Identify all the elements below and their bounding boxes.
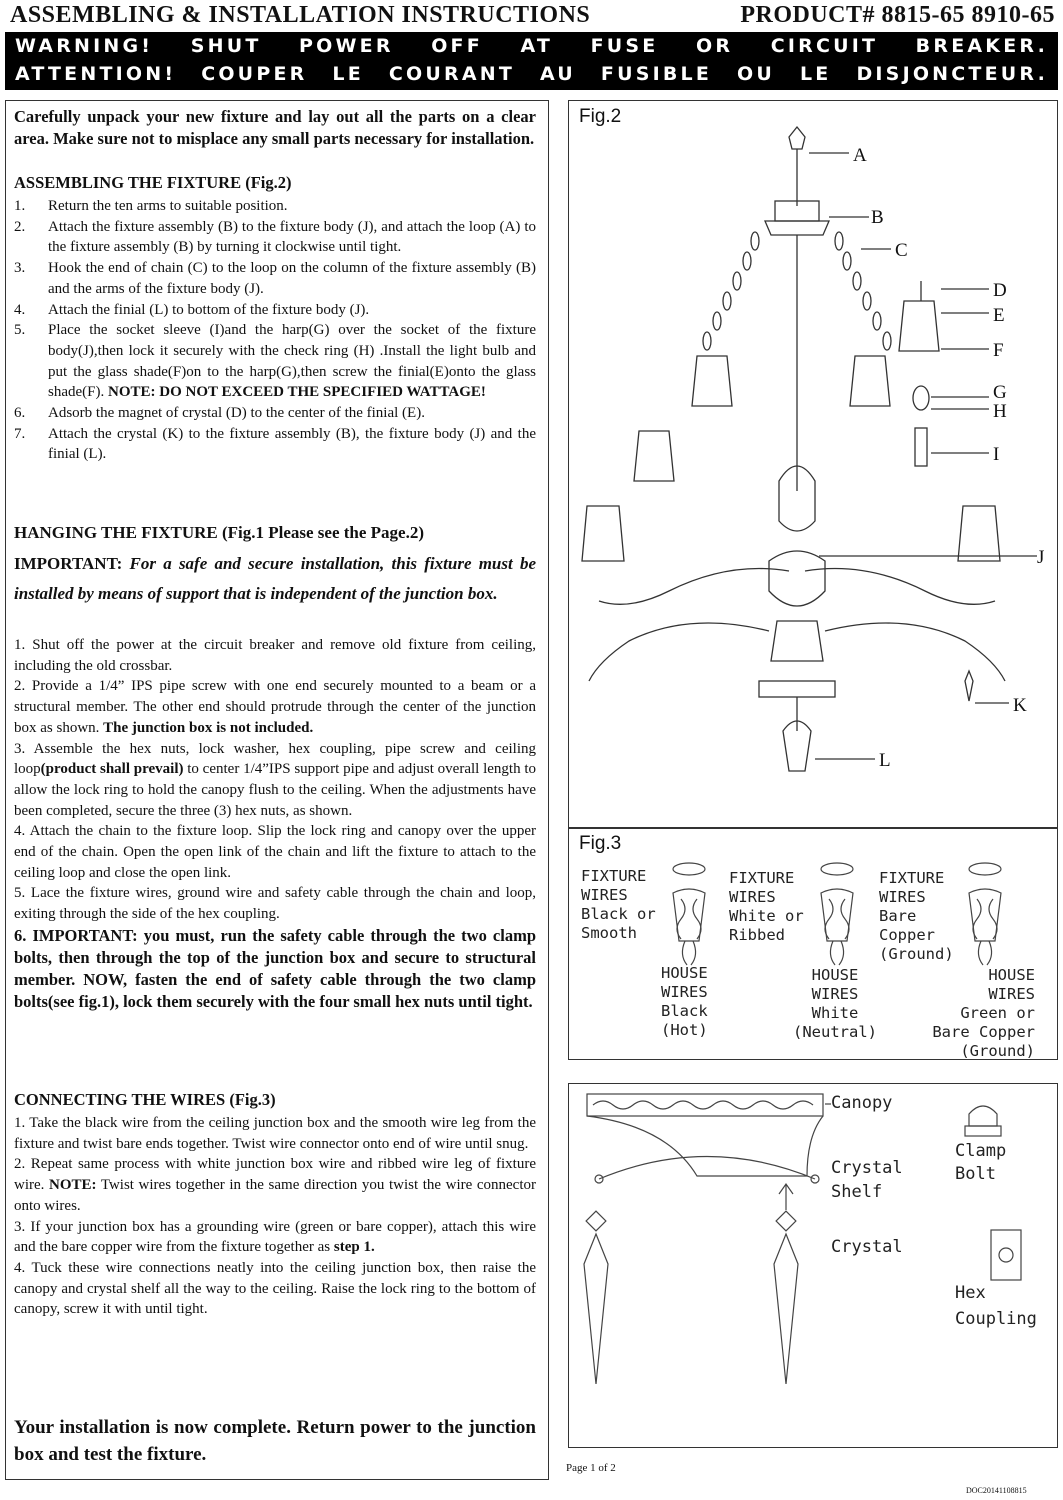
list-item [14, 320, 536, 403]
step-text: 3. Assemble the hex nuts, lock washer, hex coupling, pipe screw and ceiling loop [14, 740, 536, 778]
document-title: ASSEMBLING & INSTALLATION INSTRUCTIONS [10, 2, 591, 28]
list-item [14, 635, 536, 676]
list-item [14, 424, 536, 465]
part-label: Hex [955, 1283, 986, 1303]
part-label: Clamp [955, 1141, 1007, 1161]
list-item [14, 1113, 536, 1154]
wire-label: WIRES [581, 886, 628, 904]
wire-label: (Neutral) [793, 1023, 877, 1041]
completion-note: Your installation is now complete. Return power to the junction box and test the fixture. [14, 1417, 536, 1465]
callout-a: A [853, 145, 867, 166]
connecting-heading: CONNECTING THE WIRES (Fig.3) [14, 1090, 276, 1109]
product-numbers: PRODUCT# 8815-65 8910-65 [740, 2, 1055, 28]
wire-label: Bare Copper [932, 1023, 1035, 1041]
step-number: 6. [14, 405, 26, 422]
wire-label: Black or [581, 905, 656, 923]
clamp-bolt-icon [965, 1106, 1001, 1136]
hanging-heading: HANGING THE FIXTURE (Fig.1 Please see the Page.2) [14, 523, 425, 542]
wire-label: HOUSE [661, 964, 708, 982]
crystal-part [965, 671, 973, 701]
callout-e: E [993, 305, 1005, 326]
wire-label: FIXTURE [729, 869, 795, 887]
wire-label: Ribbed [729, 926, 785, 944]
crystal-icon [584, 1184, 798, 1384]
wire-label: Green or [960, 1004, 1035, 1022]
step-number: 1. [14, 198, 26, 214]
wire-connector-icon [673, 863, 705, 965]
callout-f: F [993, 340, 1004, 361]
hex-coupling-icon [991, 1230, 1021, 1280]
chain-left [703, 232, 759, 350]
page-number: Page 1 of 2 [566, 1462, 616, 1474]
loop-part [789, 127, 805, 149]
step-text: Twist wires together in the same direction you twist the wire connector onto wires. [14, 1177, 537, 1214]
hex-coupling-label [955, 1280, 1037, 1332]
list-item [14, 403, 536, 424]
step-number: 5. [14, 322, 26, 339]
list-item [14, 676, 536, 738]
safety-cable-step: 6. IMPORTANT: you must, run the safety cable through the two clamp bolts, then through the top of the junction box and secure to structural member. NOW, fasten the end of safety cable through the two clamp bolts(see fig.1), lock them securely with the four small hex nuts until tight. [14, 925, 536, 1011]
fig2-panel [568, 100, 1058, 828]
wire-label: WIRES [988, 985, 1035, 1003]
step-text: to center 1/4”IPS support pipe and adjust overall length to allow the lock ring to hold the canopy flush to the ceiling. When the adjustments have been completed, secure the three (3) hex nuts, as shown. [14, 761, 536, 819]
callout-g: G [993, 382, 1007, 403]
list-item [14, 217, 536, 258]
wire-connector-icon [969, 863, 1001, 965]
wire-label: (Hot) [661, 1021, 708, 1039]
part-label: Shelf [831, 1182, 883, 1202]
wire-label: FIXTURE [879, 869, 945, 887]
wire-connector-diagrams [569, 829, 1057, 1059]
clamp-bolt-label [955, 1140, 1006, 1186]
important-notice [14, 549, 536, 608]
step-bold-text: (product shall prevail) [40, 761, 184, 778]
wire-label: Smooth [581, 924, 637, 942]
step-text: Attach the finial (L) to bottom of the fixture body (J). [48, 301, 370, 318]
list-item [14, 739, 536, 822]
fig3-label: Fig.3 [579, 833, 622, 854]
assembling-heading: ASSEMBLING THE FIXTURE (Fig.2) [14, 173, 292, 192]
callout-i: I [993, 444, 1000, 465]
wire-label: HOUSE [988, 966, 1035, 984]
socket-sleeve-part [915, 428, 927, 466]
wire-label: HOUSE [811, 966, 859, 984]
step-bold-text: step 1. [333, 1239, 375, 1256]
step-text: 5. Lace the fixture wires, ground wire and safety cable through the chain and loop, exiting through the side of the hex coupling. [14, 885, 536, 923]
callout-c: C [895, 240, 908, 261]
step-text: 1. Shut off the power at the circuit breaker and remove old fixture from ceiling, including the old crossbar. [14, 637, 536, 674]
step-number: 7. [14, 425, 26, 442]
wire-label: WIRES [811, 985, 859, 1003]
step-text: Attach the fixture assembly (B) to the fixture body (J), and attach the loop (A) to the fixture assembly (B) by turning it clockwise until tight. [48, 218, 536, 256]
parts-panel [568, 1083, 1058, 1448]
step-bold-text: The junction box is not included. [103, 719, 314, 736]
wire-label: (Ground) [879, 945, 954, 963]
step-text: 4. Attach the chain to the fixture loop. Slip the lock ring and canopy over the upper end of the chain. Open the open link of the chain and lift the fixture to attach to the ceiling loop and close the open link. [14, 823, 536, 881]
upper-shades [582, 301, 1000, 561]
step-text: Adsorb the magnet of crystal (D) to the center of the finial (E). [48, 405, 425, 422]
important-text: For a safe and secure installation, this fixture must be installed by means of support that is independent of the junction box. [14, 554, 536, 603]
arm-left [599, 569, 789, 605]
step-text: 1. Take the black wire from the ceiling junction box and the smooth wire leg from the fixture and twist bare ends together. Twist wire connector onto end of wire until snug. [14, 1115, 536, 1152]
step-number: 3. [14, 260, 26, 277]
warning-english: WARNING! SHUT POWER OFF AT FUSE OR CIRCUIT BREAKER. [15, 35, 1048, 57]
callout-h: H [993, 401, 1007, 422]
step-text: 2. Provide a 1/4” IPS pipe screw with one end securely mounted to a beam or a structural member. The other end should protrude through the center of the junction box as shown. [14, 678, 536, 736]
fig2-label: Fig.2 [579, 106, 622, 127]
wattage-note: NOTE: DO NOT EXCEED THE SPECIFIED WATTAGE! [108, 384, 486, 401]
step-text: Attach the crystal (K) to the fixture assembly (B), the fixture body (J) and the finial (L). [48, 425, 536, 463]
warning-french: ATTENTION! COUPER LE COURANT AU FUSIBLE OU LE DISJONCTEUR. [15, 63, 1048, 85]
callout-b: B [871, 207, 884, 228]
step-text: 2. Repeat same process with white junction box wire and ribbed wire leg of fixture wire. [14, 1156, 536, 1194]
warning-banner [5, 32, 1058, 90]
harp-part [913, 386, 929, 410]
list-item [14, 821, 536, 883]
step-bold-text: NOTE: [49, 1177, 97, 1194]
step-text: 3. If your junction box has a grounding wire (green or bare copper), attach this wire and the bare copper wire from the fixture together as [14, 1218, 536, 1256]
callout-k: K [1013, 695, 1027, 716]
list-item [14, 196, 536, 217]
callout-j: J [1037, 547, 1045, 568]
assembling-steps [14, 196, 536, 465]
part-label: Coupling [955, 1309, 1037, 1329]
step-number: 4. [14, 301, 26, 318]
wire-label: Black [661, 1002, 708, 1020]
arm-right [805, 569, 995, 605]
callout-l: L [879, 750, 891, 771]
connecting-steps [14, 1113, 536, 1320]
list-item [14, 1154, 536, 1216]
wire-label: Bare [879, 907, 917, 925]
intro-paragraph: Carefully unpack your new fixture and lay out all the parts on a clear area. Make sure not to misplace any small parts necessary for installation. [14, 107, 536, 148]
wire-label: White [811, 1004, 859, 1022]
step-text: 4. Tuck these wire connections neatly into the ceiling junction box, then raise the canopy and crystal shelf all the way to the ceiling. Raise the lock ring to the bottom of canopy, screw it with until tight. [14, 1259, 536, 1318]
list-item [14, 1217, 536, 1258]
step-text: Hook the end of chain (C) to the loop on the column of the fixture assembly (B) and the arms of the fixture body (J). [48, 260, 536, 297]
crystal-label: Crystal [831, 1237, 903, 1257]
parts-diagram [569, 1084, 1057, 1447]
chain-right [835, 232, 891, 350]
wire-label: WIRES [879, 888, 926, 906]
wire-label: WIRES [661, 983, 708, 1001]
important-label: IMPORTANT: [14, 554, 123, 573]
part-label: Crystal [831, 1158, 903, 1178]
document-header [10, 2, 1055, 29]
wire-label: (Ground) [960, 1042, 1035, 1060]
list-item [14, 925, 536, 1013]
crystal-shelf-label [831, 1156, 903, 1204]
step-number: 2. [14, 218, 26, 235]
document-code: DOC20141108815 [966, 1486, 1027, 1495]
callout-d: D [993, 280, 1007, 301]
step-text: Return the ten arms to suitable position. [48, 198, 288, 214]
wire-label: White or [729, 907, 804, 925]
list-item [14, 300, 536, 321]
chandelier-diagram [569, 101, 1057, 827]
fig3-panel [568, 828, 1058, 1060]
part-label: Bolt [955, 1164, 996, 1184]
step-text: Place the socket sleeve (I)and the harp(G) over the socket of the fixture body(J),then lock it securely with the check ring (H) .Install the light bulb and put the glass shade(F)on to the harp(G),then screw the finial(E)onto the glass shade(F). [48, 322, 536, 401]
wire-label: WIRES [729, 888, 776, 906]
wire-label: FIXTURE [581, 867, 647, 885]
crystal-shelf-icon [595, 1157, 819, 1184]
wire-connector-icon [821, 863, 853, 965]
canopy-icon [587, 1094, 823, 1176]
list-item [14, 258, 536, 299]
list-item [14, 883, 536, 924]
canopy-label: Canopy [831, 1093, 893, 1113]
list-item [14, 1258, 536, 1320]
wire-label: Copper [879, 926, 935, 944]
hanging-steps [14, 635, 536, 1013]
